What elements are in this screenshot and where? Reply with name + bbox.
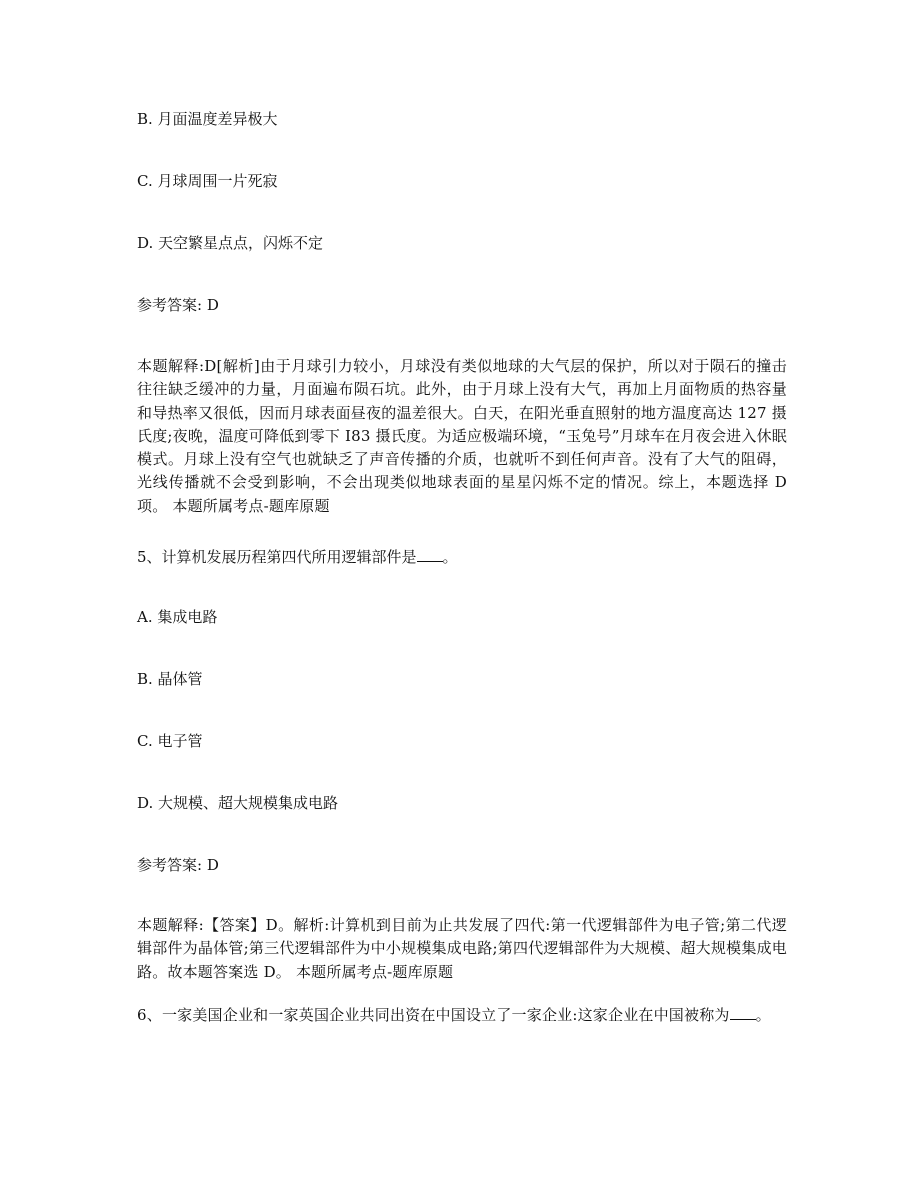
answer-blank (417, 547, 443, 562)
q5-stem-end: 。 (442, 548, 458, 566)
q5-option-b: B. 晶体管 (137, 670, 203, 688)
q5-explanation: 本题解释:【答案】D。解析:计算机到目前为止共发展了四代:第一代逻辑部件为电子管;第二代逻辑部件为晶体管;第三代逻辑部件为中小规模集成电路;第四代逻辑部件为大规模、超大规模集成电路。故本题答案选 D。 本题所属考点-题库原题 (137, 916, 787, 981)
q4-option-d: D. 天空繁星点点，闪烁不定 (137, 234, 324, 252)
q6-stem-end: 。 (755, 1006, 771, 1024)
q4-option-b: B. 月面温度差异极大 (137, 110, 278, 128)
q4-option-c: C. 月球周围一片死寂 (137, 172, 278, 190)
q6-stem-text: 6、一家美国企业和一家英国企业共同出资在中国设立了一家企业:这家企业在中国被称为 (137, 1006, 730, 1024)
q5-option-d: D. 大规模、超大规模集成电路 (137, 794, 339, 812)
q5-stem-text: 5、计算机发展历程第四代所用逻辑部件是 (137, 548, 417, 566)
q4-answer: 参考答案: D (137, 296, 219, 314)
answer-blank (730, 1005, 756, 1020)
q5-option-a: A. 集成电路 (137, 608, 218, 626)
q4-explanation: 本题解释:D[解析]由于月球引力较小，月球没有类似地球的大气层的保护，所以对于陨石的撞击往往缺乏缓冲的力量，月面遍布陨石坑。此外，由于月球上没有大气，再加上月面物质的热容量和导热率又很低，因而月球表面昼夜的温差很大。白天，在阳光垂直照射的地方温度高达 127 摄氏度;夜晚，温度可降低到零下 I83 摄氏度。为适应极端环境，“玉兔号”月球车在月夜会进入休眠模式。月球上没有空气也就缺乏了声音传播的介质，也就听不到任何声音。没有了大气的阻碍，光线传播就不会受到影响，不会出现类似地球表面的星星闪烁不定的情况。综上，本题选择 D 项。 本题所属考点-题库原题 (137, 357, 787, 515)
q6-stem (137, 1004, 787, 1027)
q5-option-c: C. 电子管 (137, 732, 203, 750)
q5-stem (137, 546, 787, 568)
q5-answer: 参考答案: D (137, 856, 219, 874)
